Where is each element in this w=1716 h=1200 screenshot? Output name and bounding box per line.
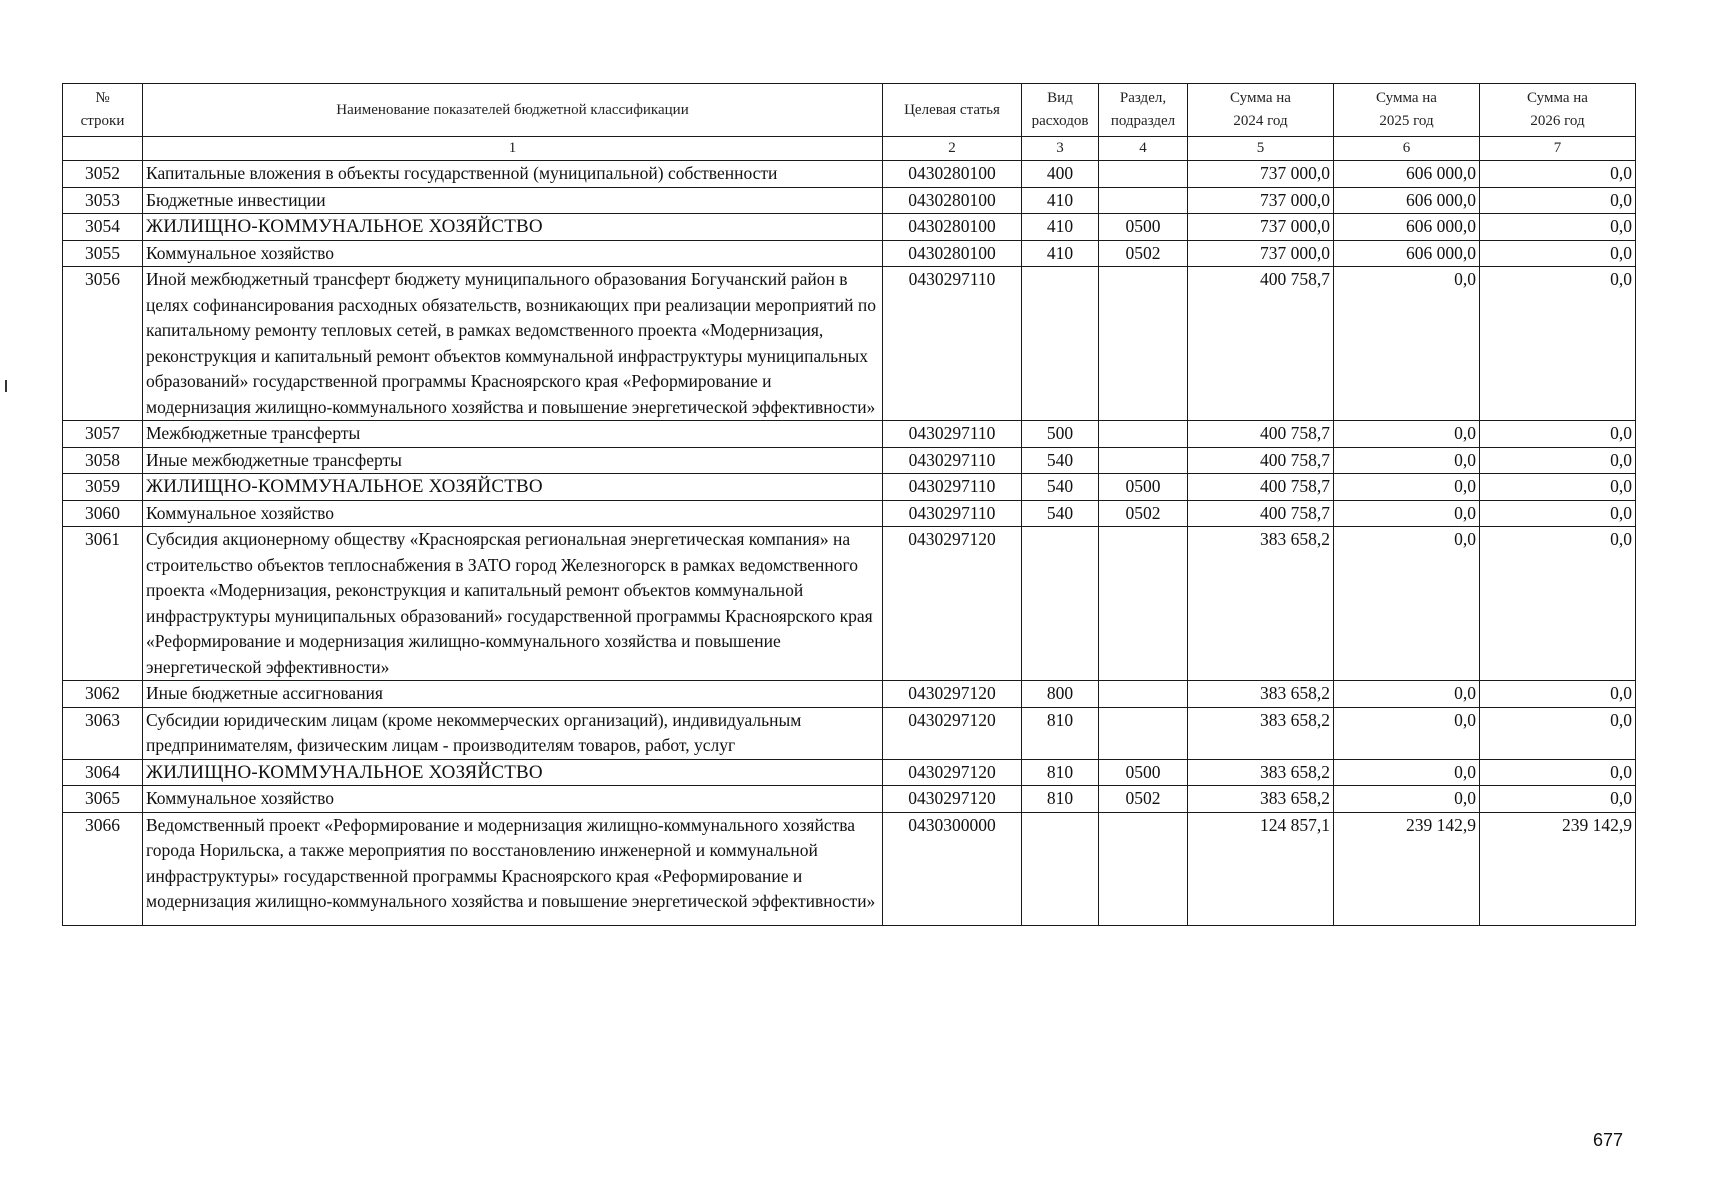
sum-2024: 383 658,2 xyxy=(1188,681,1334,708)
section-code xyxy=(1099,527,1188,681)
sum-2024: 383 658,2 xyxy=(1188,759,1334,786)
expense-type: 810 xyxy=(1022,707,1099,759)
row-number: 3057 xyxy=(63,421,143,448)
indicator-name: ЖИЛИЩНО-КОММУНАЛЬНОЕ ХОЗЯЙСТВО xyxy=(143,214,883,241)
sum-2026: 0,0 xyxy=(1480,527,1636,681)
section-code: 0500 xyxy=(1099,759,1188,786)
sum-2026: 0,0 xyxy=(1480,214,1636,241)
expense-type: 540 xyxy=(1022,447,1099,474)
target-article: 0430280100 xyxy=(883,187,1022,214)
row-number: 3060 xyxy=(63,500,143,527)
sum-2025: 0,0 xyxy=(1334,474,1480,501)
target-article: 0430280100 xyxy=(883,240,1022,267)
expense-type: 540 xyxy=(1022,474,1099,501)
section-code xyxy=(1099,161,1188,188)
sum-2026: 0,0 xyxy=(1480,187,1636,214)
sum-2025: 0,0 xyxy=(1334,447,1480,474)
target-article: 0430297110 xyxy=(883,500,1022,527)
target-article: 0430297120 xyxy=(883,786,1022,813)
sum-2025: 0,0 xyxy=(1334,707,1480,759)
table-row xyxy=(63,187,1636,214)
target-article: 0430280100 xyxy=(883,161,1022,188)
section-code: 0500 xyxy=(1099,214,1188,241)
column-index: 5 xyxy=(1188,137,1334,161)
column-index: 7 xyxy=(1480,137,1636,161)
table-row xyxy=(63,707,1636,759)
indicator-name: Коммунальное хозяйство xyxy=(143,786,883,813)
sum-2024: 400 758,7 xyxy=(1188,421,1334,448)
header-expense-type: Вид расходов xyxy=(1022,84,1099,137)
indicator-name: Коммунальное хозяйство xyxy=(143,240,883,267)
indicator-name: Субсидия акционерному обществу «Красноярская региональная энергетическая компания» на строительство объектов теплоснабжения в ЗАТО город Железногорск в рамках ведомственного проекта «Модернизация, реконструкция и капитальный ремонт объектов коммунальной инфраструктуры муниципальных образований» государственной программы Красноярского края «Реформирование и модернизация жилищно-коммунального хозяйства и повышение энергетической эффективности» xyxy=(143,527,883,681)
sum-2024: 124 857,1 xyxy=(1188,812,1334,925)
sum-2025: 606 000,0 xyxy=(1334,214,1480,241)
sum-2025: 606 000,0 xyxy=(1334,187,1480,214)
row-number: 3054 xyxy=(63,214,143,241)
sum-2024: 737 000,0 xyxy=(1188,187,1334,214)
sum-2025: 0,0 xyxy=(1334,527,1480,681)
sum-2024: 383 658,2 xyxy=(1188,707,1334,759)
row-number: 3056 xyxy=(63,267,143,421)
indicator-name: Субсидии юридическим лицам (кроме некоммерческих организаций), индивидуальным предпринимателям, физическим лицам - производителям товаров, работ, услуг xyxy=(143,707,883,759)
sum-2026: 0,0 xyxy=(1480,161,1636,188)
section-code: 0500 xyxy=(1099,474,1188,501)
sum-2026: 0,0 xyxy=(1480,786,1636,813)
table-row xyxy=(63,447,1636,474)
indicator-name: Капитальные вложения в объекты государственной (муниципальной) собственности xyxy=(143,161,883,188)
indicator-name: Коммунальное хозяйство xyxy=(143,500,883,527)
sum-2025: 0,0 xyxy=(1334,759,1480,786)
sum-2026: 0,0 xyxy=(1480,681,1636,708)
column-index: 6 xyxy=(1334,137,1480,161)
expense-type: 540 xyxy=(1022,500,1099,527)
expense-type: 810 xyxy=(1022,786,1099,813)
table-row xyxy=(63,786,1636,813)
sum-2025: 0,0 xyxy=(1334,267,1480,421)
section-code xyxy=(1099,421,1188,448)
section-code xyxy=(1099,187,1188,214)
budget-table xyxy=(62,83,1636,926)
section-code xyxy=(1099,812,1188,925)
row-number: 3066 xyxy=(63,812,143,925)
indicator-name: ЖИЛИЩНО-КОММУНАЛЬНОЕ ХОЗЯЙСТВО xyxy=(143,474,883,501)
target-article: 0430297120 xyxy=(883,707,1022,759)
table-row xyxy=(63,240,1636,267)
expense-type: 400 xyxy=(1022,161,1099,188)
section-code: 0502 xyxy=(1099,240,1188,267)
table-row xyxy=(63,161,1636,188)
sum-2024: 737 000,0 xyxy=(1188,240,1334,267)
header-sum-2026: Сумма на 2026 год xyxy=(1480,84,1636,137)
column-index: 4 xyxy=(1099,137,1188,161)
expense-type: 810 xyxy=(1022,759,1099,786)
sum-2024: 383 658,2 xyxy=(1188,786,1334,813)
expense-type xyxy=(1022,812,1099,925)
column-index: 1 xyxy=(143,137,883,161)
header-indicator-name: Наименование показателей бюджетной классификации xyxy=(143,84,883,137)
table-row xyxy=(63,267,1636,421)
header-row-number: № строки xyxy=(63,84,143,137)
target-article: 0430297120 xyxy=(883,759,1022,786)
sum-2026: 0,0 xyxy=(1480,421,1636,448)
section-code: 0502 xyxy=(1099,786,1188,813)
table-row xyxy=(63,500,1636,527)
target-article: 0430297110 xyxy=(883,474,1022,501)
expense-type: 410 xyxy=(1022,187,1099,214)
row-number: 3061 xyxy=(63,527,143,681)
header-sum-2025: Сумма на 2025 год xyxy=(1334,84,1480,137)
table-row xyxy=(63,421,1636,448)
row-number: 3055 xyxy=(63,240,143,267)
section-code: 0502 xyxy=(1099,500,1188,527)
row-number: 3059 xyxy=(63,474,143,501)
indicator-name: Иные межбюджетные трансферты xyxy=(143,447,883,474)
row-number: 3052 xyxy=(63,161,143,188)
sum-2025: 606 000,0 xyxy=(1334,240,1480,267)
sum-2025: 0,0 xyxy=(1334,500,1480,527)
indicator-name: Иной межбюджетный трансферт бюджету муниципального образования Богучанский район в целях софинансирования расходных обязательств, возникающих при реализации мероприятий по капитальному ремонту тепловых сетей, в рамках ведомственного проекта «Модернизация, реконструкция и капитальный ремонт объектов коммунальной инфраструктуры муниципальных образований» государственной программы Красноярского края «Реформирование и модернизация жилищно-коммунального хозяйства и повышение энергетической эффективности» xyxy=(143,267,883,421)
target-article: 0430297110 xyxy=(883,267,1022,421)
row-number: 3053 xyxy=(63,187,143,214)
header-sum-2024: Сумма на 2024 год xyxy=(1188,84,1334,137)
row-number: 3058 xyxy=(63,447,143,474)
sum-2024: 400 758,7 xyxy=(1188,474,1334,501)
sum-2026: 0,0 xyxy=(1480,447,1636,474)
expense-type xyxy=(1022,527,1099,681)
indicator-name: Иные бюджетные ассигнования xyxy=(143,681,883,708)
expense-type: 500 xyxy=(1022,421,1099,448)
row-number: 3062 xyxy=(63,681,143,708)
table-row xyxy=(63,681,1636,708)
row-number: 3065 xyxy=(63,786,143,813)
expense-type: 410 xyxy=(1022,214,1099,241)
table-row xyxy=(63,812,1636,925)
sum-2024: 737 000,0 xyxy=(1188,214,1334,241)
sum-2024: 400 758,7 xyxy=(1188,447,1334,474)
section-code xyxy=(1099,267,1188,421)
target-article: 0430300000 xyxy=(883,812,1022,925)
table-row xyxy=(63,474,1636,501)
column-index: 2 xyxy=(883,137,1022,161)
sum-2024: 737 000,0 xyxy=(1188,161,1334,188)
section-code xyxy=(1099,707,1188,759)
indicator-name: ЖИЛИЩНО-КОММУНАЛЬНОЕ ХОЗЯЙСТВО xyxy=(143,759,883,786)
row-number: 3064 xyxy=(63,759,143,786)
expense-type: 800 xyxy=(1022,681,1099,708)
sum-2024: 400 758,7 xyxy=(1188,500,1334,527)
sum-2026: 0,0 xyxy=(1480,240,1636,267)
target-article: 0430297120 xyxy=(883,527,1022,681)
indicator-name: Межбюджетные трансферты xyxy=(143,421,883,448)
header-section: Раздел, подраздел xyxy=(1099,84,1188,137)
sum-2026: 0,0 xyxy=(1480,267,1636,421)
sum-2026: 0,0 xyxy=(1480,500,1636,527)
sum-2024: 383 658,2 xyxy=(1188,527,1334,681)
row-number: 3063 xyxy=(63,707,143,759)
sum-2026: 0,0 xyxy=(1480,474,1636,501)
page-number: 677 xyxy=(1592,1130,1623,1150)
expense-type: 410 xyxy=(1022,240,1099,267)
table-row xyxy=(63,214,1636,241)
sum-2025: 239 142,9 xyxy=(1334,812,1480,925)
indicator-name: Бюджетные инвестиции xyxy=(143,187,883,214)
target-article: 0430297110 xyxy=(883,447,1022,474)
expense-type xyxy=(1022,267,1099,421)
sum-2026: 0,0 xyxy=(1480,707,1636,759)
sum-2025: 0,0 xyxy=(1334,681,1480,708)
column-index: 3 xyxy=(1022,137,1099,161)
header-target-article: Целевая статья xyxy=(883,84,1022,137)
section-code xyxy=(1099,447,1188,474)
sum-2025: 0,0 xyxy=(1334,786,1480,813)
sum-2025: 0,0 xyxy=(1334,421,1480,448)
column-index-row xyxy=(63,137,1636,161)
sum-2026: 0,0 xyxy=(1480,759,1636,786)
sum-2025: 606 000,0 xyxy=(1334,161,1480,188)
target-article: 0430280100 xyxy=(883,214,1022,241)
section-code xyxy=(1099,681,1188,708)
column-index-blank xyxy=(63,137,143,161)
table-row xyxy=(63,759,1636,786)
table-row xyxy=(63,527,1636,681)
target-article: 0430297110 xyxy=(883,421,1022,448)
margin-mark xyxy=(5,380,7,392)
sum-2026: 239 142,9 xyxy=(1480,812,1636,925)
sum-2024: 400 758,7 xyxy=(1188,267,1334,421)
target-article: 0430297120 xyxy=(883,681,1022,708)
table-header-row xyxy=(63,84,1636,137)
indicator-name: Ведомственный проект «Реформирование и модернизация жилищно-коммунального хозяйства города Норильска, а также мероприятия по восстановлению инженерной и коммунальной инфраструктуры» государственной программы Красноярского края «Реформирование и модернизация жилищно-коммунального хозяйства и повышение энергетической эффективности» xyxy=(143,812,883,925)
